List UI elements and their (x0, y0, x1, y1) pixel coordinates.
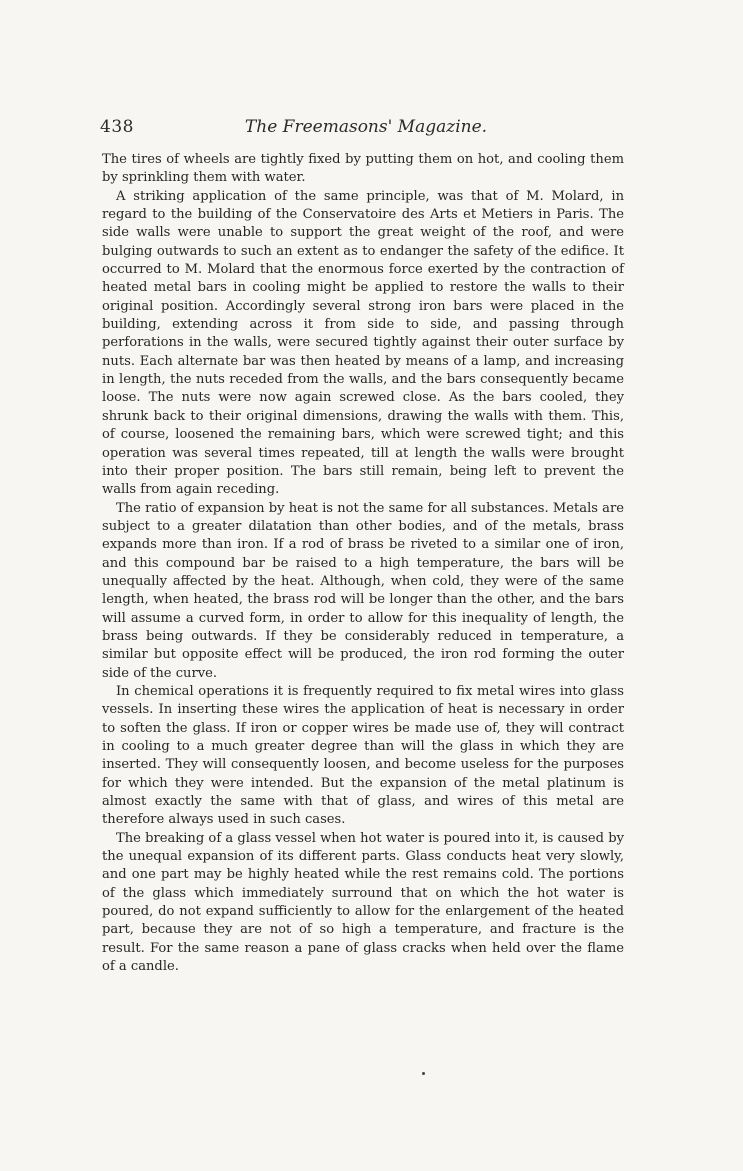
page-header (100, 117, 632, 141)
paragraph-chemical-operations: In chemical operations it is frequently required to fix metal wires into glass vessels. In inserting these wires the application of heat is necessary in order to soften the glass. If iron or copper wires be made use of, they will contract in cooling to a much greater degree than will the glass in which they are inserted. They will consequently loosen, and become useless for the purposes for which they were intended. But the expansion of the metal platinum is almost exactly the same with that of glass, and wires of this metal are therefore always used in such cases. (102, 683, 624, 828)
paragraph-molard: A striking application of the same principle, was that of M. Molard, in regard to the building of the Conservatoire des Arts et Metiers in Paris. The side walls were unable to support the great weight of the roof, and were bulging outwards to such an extent as to endanger the safety of the edifice. It occurred to M. Molard that the enormous force exerted by the contraction of heated metal bars in cooling might be applied to restore the walls to their original position. Accordingly several strong iron bars were placed in the building, extending across it from side to side, and passing through perforations in the walls, were secured tightly against their outer surface by nuts. Each alternate bar was then heated by means of a lamp, and increasing in length, the nuts receded from the walls, and the bars consequently became loose. The nuts were now again screwed close. As the bars cooled, they shrunk back to their original dimensions, drawing the walls with them. This, of course, loosened the remaining bars, which were screwed tight; and this operation was several times repeated, till at length the walls were brought into their proper position. The bars still remain, being left to prevent the walls from again receding. (102, 188, 624, 498)
print-speck (422, 1072, 425, 1075)
paragraph-expansion-ratio: The ratio of expansion by heat is not the same for all substances. Metals are subject to a greater dilatation than other bodies, and of the metals, brass expands more than iron. If a rod of brass be riveted to a similar one of iron, and this compound bar be raised to a high temperature, the bars will be unequally affected by the heat. Although, when cold, they were of the same length, when heated, the brass rod will be longer than the other, and the bars will assume a curved form, in order to allow for this inequality of length, the brass being outwards. If they be considerably reduced in temperature, a similar but opposite effect will be produced, the iron rod forming the outer side of the curve. (102, 500, 624, 681)
paragraph-glass-breaking: The breaking of a glass vessel when hot water is poured into it, is caused by the unequal expansion of its different parts. Glass conducts heat very slowly, and one part may be highly heated while the rest remains cold. The portions of the glass which immediately surround that on which the hot water is poured, do not expand sufficiently to allow for the enlargement of the heated part, because they are not of so high a temperature, and fracture is the result. For the same reason a pane of glass cracks when held over the flame of a candle. (102, 830, 624, 975)
running-title: The Freemasons' Magazine. (244, 117, 488, 137)
paragraph-tires: The tires of wheels are tightly fixed by putting them on hot, and cooling them by sprinkling them with water. (102, 152, 624, 186)
article-body (102, 151, 624, 976)
page-number: 438 (100, 117, 134, 137)
